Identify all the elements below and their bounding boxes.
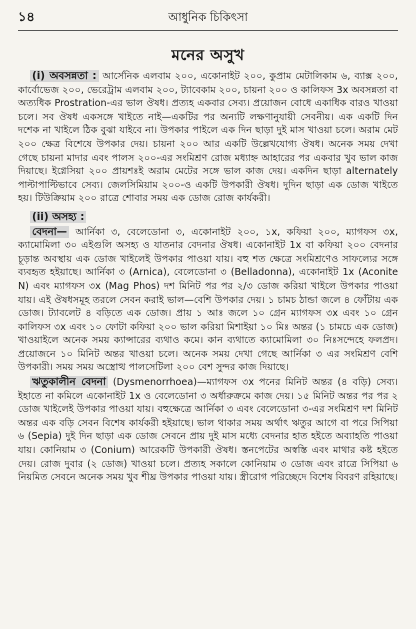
running-header-title: আধুনিক চিকিৎসা [168,10,248,24]
paragraph-text-dysmenorrhoea: (Dysmenorrhoea)—ম্যাগফস ৩x পনের মিনিট অন্তর (৪ বড়ি) সেব্য। ইহাতে না কমিলে একোনাইট 1x ও বেলেডোনা ৩ অর্ধারুক্রমে কাজ দেয়। ১৫ মিনিট অন্তর পর পর ২ ডোজ খাইলেই উপকার পাওয়া যায়। বহুক্ষেত্রে আর্নিকা ৩ এবং বেলেডোনা ৩-এর সংমিশ্রণ দশ মিনিট অন্তর এক বড়ি সেবন বিশেষ কার্যকরী হইয়াছে। ভাল থাকার সময় অর্থাৎ ঋতুর আগে বা পরে সিপিয়া ৬ (Sepia) দুই দিন ছাড়া এক ডোজ সেবনে প্রায় দুই মাস মধ্যে বেদনার হাত হইতে অব্যাহতি পাওয়া যায়। কোনিয়াম ৩ (Conium) আরেকটি উপকারী ঔষধ। স্তনপেটের অস্বস্তি এবং মাথার কষ্ট হইতে দেয়। রোজ দুবার (২ ডোজ) খাওয়া চলে। প্রত্যহ সকালে কোনিয়াম ৩ ডোজ এবং রাত্রে সিপিয়া ৬ নিয়মিত সেবনে অনেক সময় খুব শীঘ্র উপকার পাওয়া যায়। স্ত্রীরোগ পরিচ্ছেদে বিশেষ বিবরণ রহিয়াছে। [18,377,398,484]
paragraph-lead-dysmenorrhoea: ঋতুকালীন বেদনা [32,376,106,389]
section-paragraph-depression [18,70,398,206]
page-number: ১৪ [18,10,35,25]
paragraph-pain [18,226,398,376]
chapter-title: মনের অসুখ [171,46,245,64]
section-paragraph-unbearable [18,211,398,225]
paragraph-text-pain: আর্নিকা ৩, বেলেডোনা ৩, একোনাইট ২০০, ১x, কফিয়া ২০০, ম্যাগফস ৩x, ক্যামোমিলা ৩০ এইগুলি অসহ্য ও যাতনার বেদনার ঔষধ। একোনাইট 1x বা কফিয়া ২০০ বেদনার চূড়ান্ত অবস্থায় এক ডোজ খাইলেই উপকার পাওয়া যায়। বহু শত ক্ষেত্রে সংমিশ্রণেও সাফল্যের সঙ্গে ব্যবহৃত হইয়াছে। আর্নিকা ৩ (Arnica), বেলেডোনা ৩ (Belladonna), একোনাইট 1x (Aconite N) এবং ম্যাগফস ৩x (Mag Phos) দশ মিনিট পর পর ২/৩ ডোজ করিয়া খাইলে উপকার পাওয়া যায়। এই ঔষধসমূহ তরলে সেবন করাই ভাল—বেশি উপকার দেয়। ১ চামচ ঠান্ডা জলে ৪ ফোঁটায় এক ডোজ। ট্যাবলেট ৪ বড়িতে এক ডোজ। প্রায় ১ আঃ জলে ১০ গ্রেন ম্যাগফস ৩x এবং ১০ গ্রেন কালিফস ৩x এবং ১০ ফোটা কফিয়া ২০০ ভাল করিয়া মিশাইয়া ১০ মিঃ অন্তর (১ চামচে এক ডোজ) খাওয়াইলে অনেক সময় ক্যান্সারের ব্যথাও কমে। কান ব্যথাতে ক্যামোমিলা ৩০ নিঃসন্দেহে ফলপ্রদ। প্রয়োজনে ১০ মিনিট অন্তর খাওয়া চলে। অনেক সময় দেখা গেছে আর্নিকা ৩ এর সংমিশ্রণ বেশি উপকারী। সময় সময় অস্ত্রোত্থ পালসেটিলা ২০০ বেশ সুন্দর কাজ দিয়াছে। [18,226,398,374]
section-heading-depression: (i) অবসন্নতা : [32,70,97,82]
running-header [18,6,398,31]
paragraph-dysmenorrhoea [18,376,398,485]
section-heading-unbearable: (ii) অসহ্য : [32,210,85,223]
section-text-depression: আর্সেনিক এলবাম ২০০, একোনাইট ২০০, কুপ্রাম মেটালিকাম ৬, ব্যাক্স ২০০, কার্বোভেজ ২০০, ভেরেট্রাম এলবাম ২০০, ট্যাবেকাম ২০০, চায়না ২০০ ও কালিফস 3x অবসন্নতা বা অত্যধিক Prostration-এর ভাল ঔষধ। প্রত্যহ একবার সেব্য। প্রয়োজন বোধে একাধিক বারও খাওয়া চলে। সব ঔষধ একসঙ্গে খাইতে নাই—একটির পর অন্যটি লক্ষণানুযায়ী সেবনীয়। এক একটি দিন দশেক না খাইলে ঠিক বুঝা যাইবে না। উপকার পাইলে এক দিন ছাড়া দুই মাস খাওয়া চলে। অরাম মেট ২০০ ক্ষেত্র বিশেষে উপকার দেয়। চায়না ২০০ আর একটি উল্লেখযোগ্য ঔষধ। অনেক সময় দেখা গেছে চায়না মাদার এবং পালস ২০০-এর সংমিশ্রণ রোজ মধ্যাহ্ন আহারের পর একবার খুব ভাল কাজ দিয়াছে। ইগ্নেসিয়া ২০০ প্রায়শঃই অরাম মেটের সঙ্গে ভাল কাজ দেয়। একদিন ছাড়া alternately পাল্টাপাল্টিভাবে সেব্য। জেলসিমিয়াম ২০০-ও একটি উপকারী ঔষধ। দুদিন ছাড়া এক ডোজ খাইতে হয়। টিউক্রিয়াম ২০০ রাত্রে শোবার সময় এক ডোজ রোজ কার্যকরী। [18,71,398,205]
body-text [18,70,398,486]
paragraph-lead-pain: বেদনা— [32,225,68,238]
